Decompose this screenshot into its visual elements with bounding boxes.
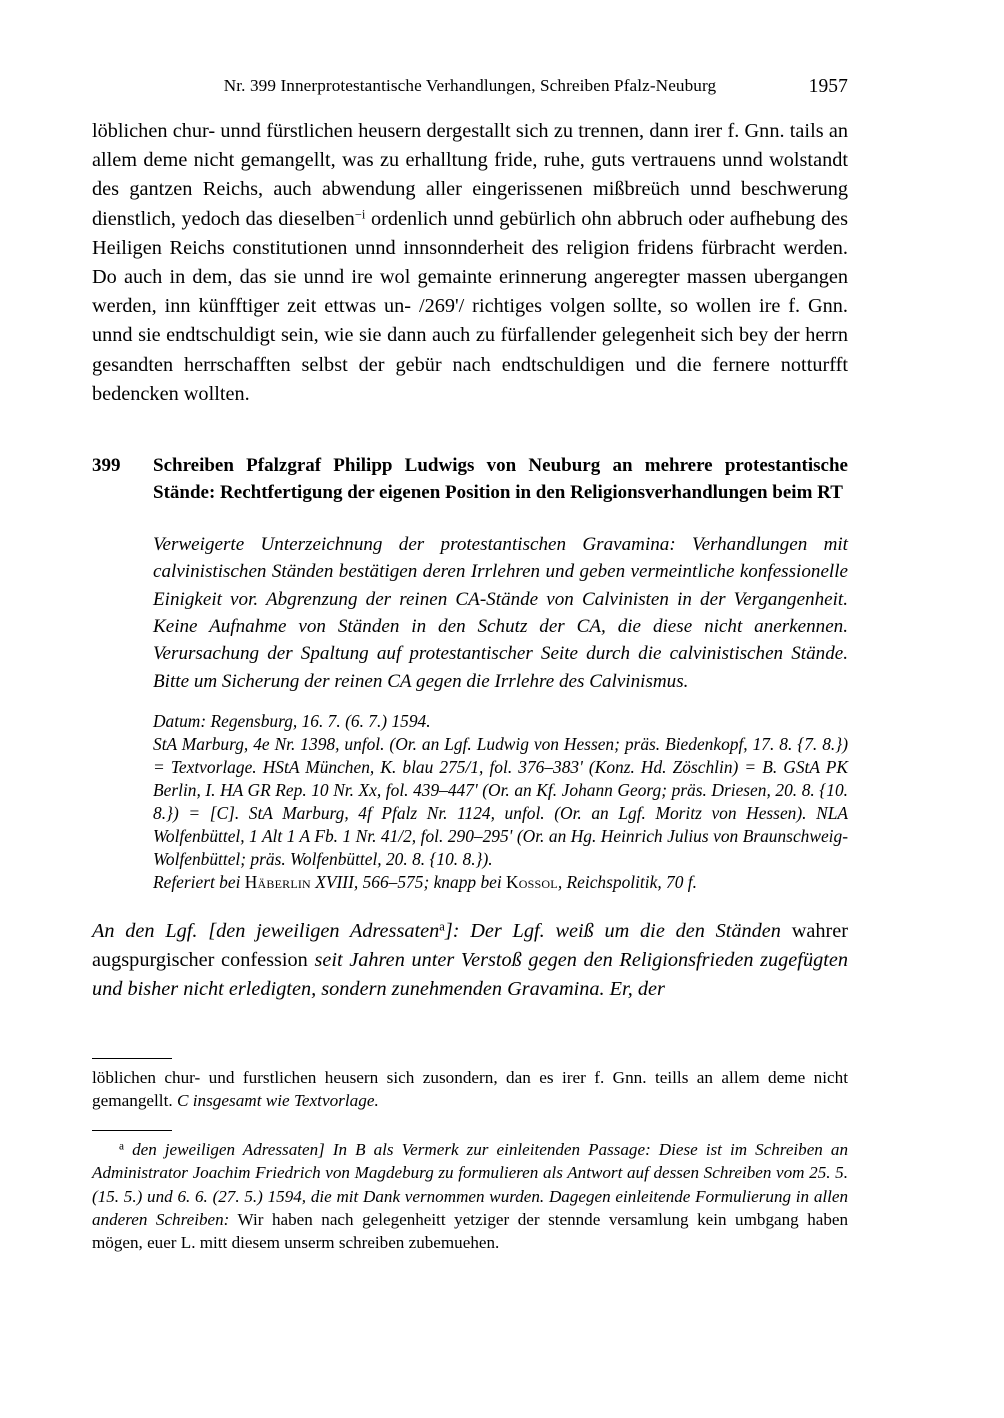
footnote-marker-a: a <box>439 919 445 934</box>
document-number: 399 <box>92 455 121 477</box>
edited-segment-1: An den Lgf. [den jeweiligen Adressaten <box>92 919 440 942</box>
continued-text-part1: löblichen chur- unnd fürstlichen heusern dergestallt sich zu trennen, dann irer f. Gnn. tails an allem deme nicht gemangellt, was zu erhalltung fride, ruhe, guts vertrauens unnd wolstandt des gantzen Reichs, auch abwendung aller eingerissenen mißbreüch unnd beschwerung dienstlich, yedoch das dieselben <box>92 120 848 230</box>
footnote-area <box>92 1058 848 1255</box>
referat-middle: XVIII, 566–575; knapp bei <box>310 872 507 893</box>
document-title: Schreiben Pfalzgraf Philipp Ludwigs von Neuburg an mehrere protestantische Stände: Rechtfertigung der eigenen Position in den Religionsverhandlungen beim RT <box>153 455 848 503</box>
footnote-letter-a: a <box>119 1140 125 1153</box>
footnote-textual-variant <box>92 1066 848 1113</box>
footnote-indent-spacer <box>92 1140 119 1159</box>
running-head-title: Nr. 399 Innerprotestantische Verhandlungen, Schreiben Pfalz-Neuburg <box>223 76 717 95</box>
document-heading <box>92 453 848 506</box>
edited-segment-4: seit Jahren unter Verstoß gegen den Religionsfrieden zugefügten und bisher nicht erledigten, sondern zunehmenden Gravamina. Er, der <box>92 948 848 1000</box>
document-body-indent <box>153 531 848 895</box>
apparatus-referat <box>153 871 848 894</box>
continued-text-part2: ordenlich unnd gebürlich ohn abbruch oder aufhebung des Heiligen Reichs constitutionen unnd innsonnderheit des religion fridens fürbracht werden. Do auch in dem, das sie unnd ire wol gemainte erinnerung angeregter massen ubergangen werden, inn künfftiger zeit ettwas un- /269'/ richtiges volgen sollte, so wollen ire f. Gnn. unnd sie endtschuldigt sein, wie sie dann auch zu fürfallender gelegenheit sich bey der herrn gesandten herrschafften selbst der gebür nach endtschuldigen und die fernere notturfft bedencken wollten. <box>92 207 848 405</box>
referat-author-kossol: Kossol <box>506 872 558 893</box>
page-content-column <box>92 0 848 1004</box>
edited-text-line <box>92 917 848 1005</box>
continued-paragraph-text <box>92 117 848 409</box>
running-head <box>92 0 848 96</box>
apparatus-sources: StA Marburg, 4e Nr. 1398, unfol. (Or. an Lgf. Ludwig von Hessen; präs. Biedenkopf, 17. 8. {7. 8.}) = Textvorlage. HStA München, K. blau 275/1, fol. 376–383' (Konz. Hd. Zöschlin) = B. GStA PK Berlin, I. HA GR Rep. 10 Nr. Xx, fol. 439–447' (Or. an Kf. Johann Georg; präs. Driesen, 20. 8. {10. 8.}) = [C]. StA Marburg, 4f Pfalz Nr. 1124, unfol. (Or. an Lgf. Moritz von Hessen). NLA Wolfenbüttel, 1 Alt 1 A Fb. 1 Nr. 41/2, fol. 290–295' (Or. an Hg. Heinrich Julius von Braunschweig-Wolfenbüttel; präs. Wolfenbüttel, 20. 8. {10. 8.}). <box>153 733 848 870</box>
footnote-apparatus-roman: Wir haben nach gelegenheitt yetziger der stennde versamlung kein umbgang haben mögen, euer L. mitt diesem unserm schreiben zubemuehen. <box>92 1210 849 1253</box>
edited-text-paragraph <box>92 917 848 1005</box>
footnote-textual-roman: löblichen chur- und furstlichen heusern sich zusondern, dan es irer f. Gnn. teills an allem deme nicht gemangellt. <box>92 1068 848 1111</box>
continued-paragraph <box>92 117 848 409</box>
page-number: 1957 <box>808 76 848 97</box>
footnote-rule-textual <box>92 1058 172 1059</box>
textual-note-marker: −i <box>354 207 366 222</box>
document-regest <box>153 531 848 695</box>
apparatus-datum: Datum: Regensburg, 16. 7. (6. 7.) 1594. <box>153 710 431 731</box>
footnote-textual-italic: C insgesamt wie Textvorlage. <box>176 1091 379 1111</box>
edited-segment-3: wahrer augspurgischer confession <box>92 919 849 971</box>
edited-segment-2: ]: Der Lgf. weiß um die den Ständen <box>444 919 781 942</box>
source-apparatus <box>153 710 848 895</box>
referat-prefix: Referiert bei <box>153 872 245 893</box>
footnote-apparatus-note <box>92 1138 848 1255</box>
referat-author-haeberlin: Häberlin <box>244 872 311 893</box>
footnote-apparatus-italic: den jeweiligen Adressaten] In B als Vermerk zur einleitenden Passage: Diese ist im Schreiben an Administrator Joachim Friedrich von Magdeburg zu formulieren als Antwort auf dessen Schreiben vom 25. 5. (15. 5.) und 6. 6. (27. 5.) 1594, die mit Dank vernommen wurden. Dagegen einleitende Formulierung in allen anderen Schreiben: <box>92 1139 848 1230</box>
referat-suffix: , Reichspolitik, 70 f. <box>557 872 697 893</box>
footnote-rule-apparatus <box>92 1130 172 1131</box>
document-regest-text: Verweigerte Unterzeichnung der protestantischen Gravamina: Verhandlungen mit calvinistischen Ständen bestätigen deren Irrlehren und geben vermeintliche konfessionelle Einigkeit vor. Abgrenzung der reinen CA-Stände von Calvinisten in der Vergangenheit. Keine Aufnahme von Ständen in den Schutz der CA, die diese nicht anerkennen. Verursachung der Spaltung auf protestantischer Seite durch die calvinistischen Stände. Bitte um Sicherung der reinen CA gegen die Irrlehre des Calvinismus. <box>153 534 848 692</box>
